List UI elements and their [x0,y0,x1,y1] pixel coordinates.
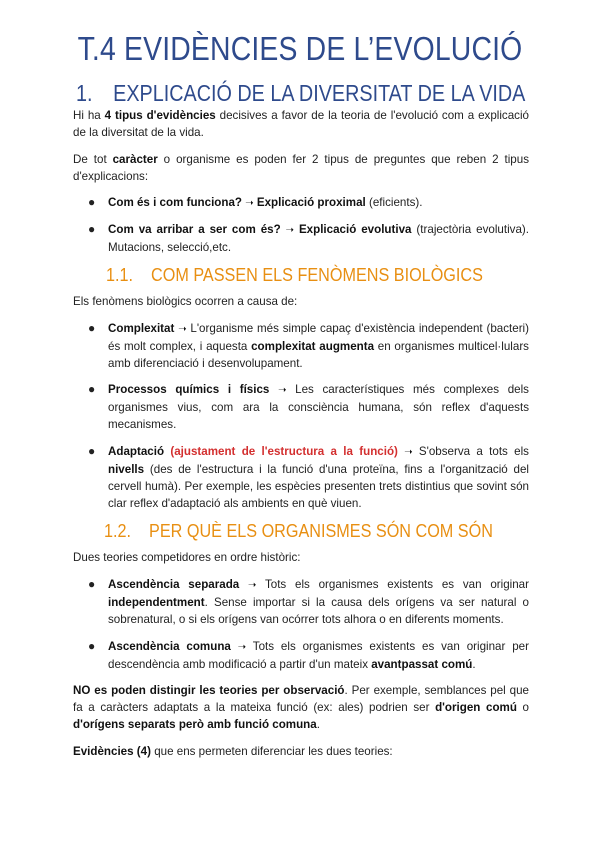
bullet-icon: ● [88,222,96,236]
arrow-icon: ➝ [178,324,187,335]
highlight-text: (ajustament de l'estructura a la funció) [164,445,398,458]
text: Les característiques més complexes dels organismes vius, com ara la consciència humana, són reflex d'aquests mecanismes. [108,383,529,431]
text: Tots els organismes existents es van originar per descendència amb modificació a partir d'un mateix [108,640,529,671]
bullet-icon: ● [88,577,96,591]
section-1-heading [76,80,525,107]
bold-text: d'orígens separats però amb funció comuna [73,718,317,731]
text: De tot [73,153,113,166]
bold-text: Explicació proximal [253,196,366,209]
section-1-1-heading [106,265,483,286]
bold-text: Evidències (4) [73,745,151,758]
bullet-icon: ● [88,321,96,335]
text: . [472,658,476,671]
bold-text: caràcter [112,153,158,166]
paragraph-observation [73,682,529,733]
bold-text: Explicació evolutiva [294,223,412,236]
bold-text: complexitat augmenta [251,340,375,353]
text: Hi ha [73,109,105,122]
paragraph-theories-intro: Dues teories competidores en ordre històric: [73,551,301,564]
text: (des de l'estructura i la funció d'una proteïna, fins a l'organització del cervell humà). Per exemple, les espècies presenten trets distintius que sovint són clar reflex d'adaptació als ambients en què viuen. [108,463,529,510]
list-item [108,221,529,256]
bold-text: Processos químics i físics [108,383,270,396]
text: (eficients). [365,196,423,209]
paragraph-evidences [73,743,529,760]
paragraph-intro [73,107,529,141]
text: L'organisme més simple capaç d'existència independent (bacteri) és molt complex, i aquesta [108,322,529,353]
bold-text: Complexitat [108,322,175,335]
section-1-2-heading [104,521,493,542]
text: Tots els organismes existents es van originar [256,578,529,591]
section-1-2-title: PER QUÈ ELS ORGANISMES SÓN COM SÓN [149,521,493,541]
text: . Sense importar si la causa dels orígens va ser natural o sobrenatural, o si els orígens van ocórrer tots alhora o en diferents moments. [108,596,529,626]
paragraph-causes-intro: Els fenòmens biològics ocorren a causa de: [73,295,298,308]
arrow-icon: ➝ [237,642,247,653]
text: (trajectòria evolutiva). Mutacions, selecció,etc. [108,223,529,254]
text: en organismes multicel·lulars amb diferenciació i desenvolupament. [108,340,529,370]
bold-text: nivells [108,463,145,476]
document-title: T.4 EVIDÈNCIES DE L’EVOLUCIÓ [77,30,523,67]
list-item [108,638,529,673]
text: . [316,718,320,731]
section-1-1-title: COM PASSEN ELS FENÒMENS BIOLÒGICS [151,265,483,285]
text: S'observa a tots els [412,445,529,458]
arrow-icon: ➝ [248,580,257,591]
section-1-number: 1. [76,80,93,106]
bold-text: Ascendència comuna [108,640,231,653]
text: decisives a favor de la teoria de l'evolució com a explicació de la diversitat de la vida. [73,109,529,139]
list-item [108,194,529,212]
bullet-icon: ● [88,195,96,209]
list-item [108,443,529,512]
bullet-icon: ● [88,444,96,458]
bold-text: avantpassat comú [371,658,473,671]
list-item [108,381,529,433]
section-1-1-number: 1.1. [106,265,134,285]
arrow-icon: ➝ [285,225,295,236]
text: o organisme es poden fer 2 tipus de preguntes que reben 2 tipus d'explicacions: [73,153,529,183]
list-item [108,576,529,628]
bold-text: NO es poden distingir les teories per observació [73,684,345,697]
arrow-icon: ➝ [245,198,254,209]
section-1-2-number: 1.2. [104,521,132,541]
section-1-title: EXPLICACIÓ DE LA DIVERSITAT DE LA VIDA [113,80,526,106]
text: que ens permeten diferenciar les dues teories: [150,745,393,758]
list-item [108,320,529,372]
arrow-icon: ➝ [278,385,287,396]
text: o [516,701,530,714]
text: . Per exemple, semblances pel que fa a caràcters adaptats a la mateixa funció (ex: ales) podrien ser [73,684,529,714]
bold-text: d'origen comú [435,701,517,714]
bold-text: Ascendència separada [108,578,240,591]
bullet-icon: ● [88,382,96,396]
paragraph-questions [73,151,529,185]
bold-text: independentment [108,596,205,609]
arrow-icon: ➝ [404,447,413,458]
bold-text: Com és i com funciona? [108,196,242,209]
bold-text: Com va arribar a ser com és? [108,223,281,236]
bold-text: 4 tipus d'evidències [104,109,216,122]
bold-text: Adaptació [108,445,165,458]
bullet-icon: ● [88,639,96,653]
